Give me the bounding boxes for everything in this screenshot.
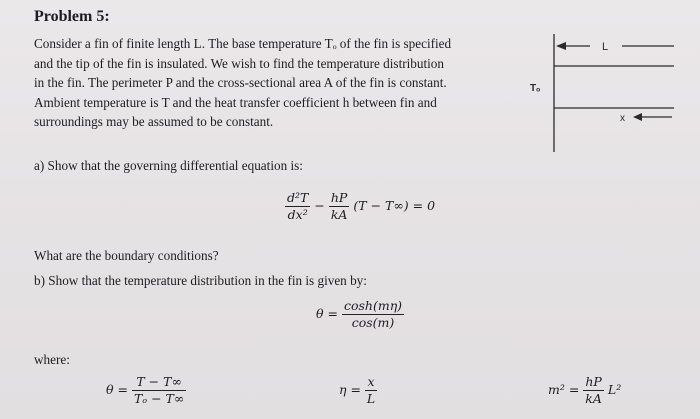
base-temp-label: Tₒ (530, 83, 541, 94)
where-label: where: (34, 352, 70, 367)
m-squared-definition: m² = $\frac{hP}{kA}$ L² (548, 374, 622, 406)
arrowhead-icon (556, 42, 566, 50)
part-a-heading: a) Show that the governing differential equation is: (34, 158, 303, 173)
part-b-heading: b) Show that the temperature distribution in the fin is given by: (34, 273, 367, 288)
statement-line: and the tip of the fin is insulated. We wish to find the temperature distribution (34, 55, 444, 71)
arrowhead-icon (633, 113, 642, 121)
statement-line: surroundings may be assumed to be constant. (34, 114, 274, 129)
statement-line: Consider a fin of finite length L. The base temperature Tₒ of the fin is specified (34, 36, 452, 51)
theta-definition: θ = $\frac{T - T\infty}{\text{Tₒ − T∞}}$ (106, 374, 185, 406)
boundary-question: What are the boundary conditions? (34, 248, 219, 263)
x-axis-label: x (620, 113, 625, 124)
cosh-over-cos: $\frac{\cosh(m\eta)}{\cos(m)}$ (343, 298, 403, 330)
problem-statement (34, 34, 451, 132)
statement-line: in the fin. The perimeter P and the cross-sectional area A of the fin is constant. (34, 75, 447, 90)
second-derivative: $\frac{\text{d²T}}{\text{dx²}}$ (287, 190, 309, 222)
length-label: L (602, 41, 609, 53)
eta-definition: η = $\frac{x}{L}$ (339, 374, 376, 406)
temperature-distribution-equation: θ = $\frac{\cosh(m\eta)}{\cos(m)}$ (316, 298, 403, 330)
hp-over-ka: $\frac{hP}{kA}$ (330, 190, 348, 222)
problem-title: Problem 5: (34, 8, 110, 25)
statement-line: Ambient temperature is T and the heat transfer coefficient h between fin and (34, 94, 437, 110)
fin-diagram (530, 28, 686, 158)
governing-equation: $\frac{\text{d²T}}{\text{dx²}}$ − $\frac{hP}{kA}$ (T − T∞) = 0 (287, 190, 436, 222)
